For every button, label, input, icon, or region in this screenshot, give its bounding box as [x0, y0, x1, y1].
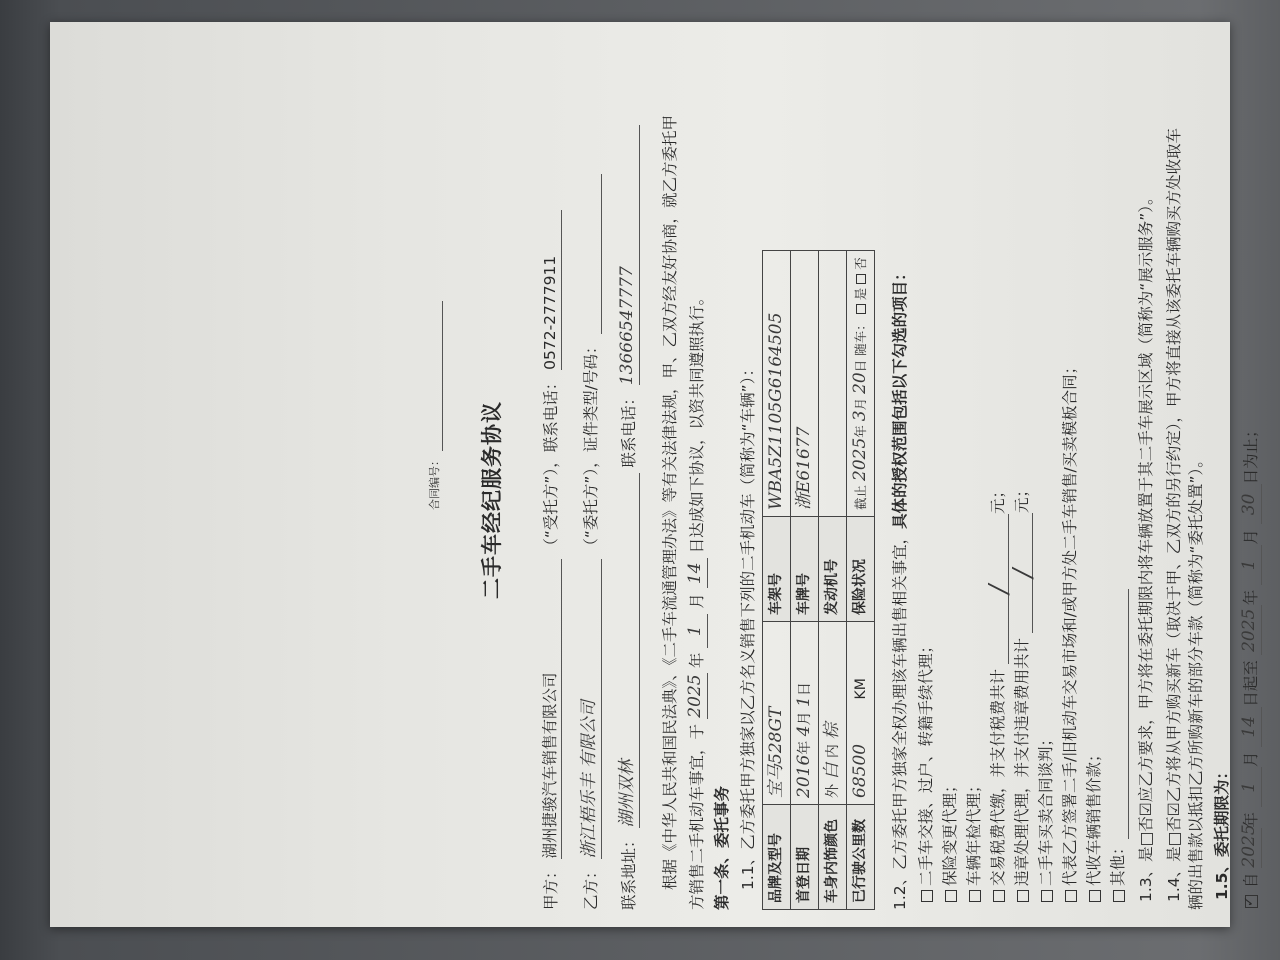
party-b-name: 浙江梧乐丰 有限公司 — [578, 559, 602, 859]
unit-year: 年 — [1242, 589, 1261, 606]
table-cell: 已行驶公里数 — [846, 805, 874, 910]
clause-1-3: 1.3、是□否☑应乙方要求，甲方将在委托期限内将车辆放置于其二手车展示区域（简称为“展示服务”）。 — [1137, 189, 1155, 902]
table-cell: 保险状况 — [846, 517, 874, 622]
paper-sheet — [50, 22, 1261, 927]
clause-1-4-line-2: 辆的出售款以抵扣乙方所购新车的部分车款（简称为“委托处置”）。 — [1187, 452, 1205, 910]
party-b-role: （“委托方”），证件类型/号码： — [582, 338, 601, 554]
vin-value: WBA5Z1105G6164505 — [763, 251, 791, 517]
yes-label: 是 — [852, 287, 868, 301]
table-cell: 品牌及型号 — [763, 805, 791, 910]
sign-month: 1 — [684, 614, 708, 648]
brand-model-value: 宝马528GT — [763, 622, 791, 805]
option-label: 代收车辆销售价款； — [1085, 746, 1103, 886]
term-start-day: 14 — [1238, 707, 1262, 747]
party-b-phone: 13666547777 — [616, 125, 640, 385]
sign-day: 14 — [684, 558, 708, 588]
preamble-text: 方销售二手机动车事宜，于 — [688, 723, 707, 910]
exterior-color: 白 — [821, 762, 842, 780]
phone-label: 联系电话： — [620, 390, 639, 468]
unit-month: 月 — [1242, 529, 1261, 545]
table-cell: 发动机号 — [818, 517, 846, 622]
reg-year: 2016 — [793, 754, 814, 798]
clause-1-2-text: 1.2、乙方委托甲方独家全权办理该车辆出售相关事宜， — [891, 528, 909, 910]
unit-day: 日 — [796, 682, 813, 697]
unit-year: 年 — [852, 425, 868, 438]
address-label: 联系地址： — [620, 832, 639, 910]
option-label: 其他： — [1109, 839, 1127, 886]
option-label: 保险变更代理； — [941, 777, 959, 886]
table-cell: 车身内饰颜色 — [818, 805, 846, 910]
unit-month: 月 — [852, 397, 868, 411]
party-a-label: 甲方： — [542, 863, 560, 910]
table-cell: 车架号 — [763, 517, 791, 622]
contract-page-continued — [160, 90, 1261, 910]
ins-year: 2025 — [849, 437, 870, 481]
plate-value: 浙E61677 — [790, 251, 818, 517]
violation-fee-value: / — [1014, 513, 1033, 633]
term-from: 自 — [1242, 872, 1261, 889]
table-cell: 车牌号 — [790, 517, 818, 622]
option-label: 交易税费代缴，并支付税费共计 — [989, 668, 1007, 886]
table-cell: 首登日期 — [790, 805, 818, 910]
contract-number-label: 合同编号： — [428, 455, 441, 510]
with-car-label: 随车： — [852, 318, 868, 356]
unit-year: 年 — [796, 740, 813, 755]
clause-1-1: 1.1、乙方委托甲方独家以乙方名义销售下列的二手机动车（简称为“车辆”）： — [739, 361, 757, 890]
yuan-unit: 元； — [1013, 482, 1031, 514]
term-checkbox-checked[interactable] — [1245, 895, 1258, 908]
reg-month: 4 — [793, 725, 814, 737]
option-label: 代表乙方签署二手/旧机动车交易市场和/或甲方处二手车销售/买卖模板合同； — [1061, 358, 1079, 886]
party-a-role: （“受托方”），联系电话： — [542, 374, 560, 554]
option-label: 违章处理代理，并支付违章费用共计 — [1013, 637, 1031, 886]
reg-day: 1 — [793, 696, 814, 707]
ins-month: 3 — [849, 410, 870, 422]
term-start-month: 1 — [1238, 767, 1262, 807]
preamble-month-unit: 月 — [688, 593, 707, 609]
address-value: 湖州双林 — [616, 473, 640, 828]
party-b-label: 乙方： — [582, 863, 601, 910]
party-a-name: 湖州捷骏汽车销售有限公司 — [540, 559, 562, 859]
mileage-value: 68500 — [849, 743, 870, 798]
mileage-unit: KM — [852, 678, 869, 700]
option-label: 二手车交接、过户、转籍手续代理； — [917, 637, 935, 886]
term-end-day: 30 — [1238, 484, 1262, 524]
exterior-label: 外 — [824, 784, 841, 798]
no-label: 否 — [852, 257, 868, 270]
preamble-tail: 日达成如下协议，以资共同遵照执行。 — [688, 289, 707, 554]
interior-color: 棕 — [821, 722, 842, 740]
preamble-line-1: 根据《中华人民共和国民法典》、《二手车流通管理办法》等有关法律法规，甲、乙双方经友好协商，就乙方委托甲 — [661, 114, 679, 890]
yuan-unit: 元； — [989, 483, 1007, 515]
term-end-month: 1 — [1238, 545, 1262, 585]
term-end-text: 日为止； — [1242, 422, 1261, 485]
unit-year: 年 — [1242, 812, 1261, 828]
clause-1-5: 1.5、委托期限为： — [1213, 764, 1231, 900]
sign-year: 2025 — [684, 673, 708, 719]
option-label: 车辆年检代理； — [965, 777, 983, 886]
term-start-year: 2025 — [1238, 828, 1262, 868]
unit-month: 月 — [1242, 751, 1261, 768]
term-until: 日起至 — [1242, 660, 1261, 707]
term-option-1 — [1238, 422, 1262, 910]
option-label: 二手车买卖合同谈判； — [1037, 730, 1055, 886]
interior-label: 内 — [824, 744, 841, 759]
insurance-until-label: 截止 — [852, 484, 868, 510]
clause-1-2-bold: 具体的授权范围包括以下勾选的项目： — [891, 265, 909, 529]
tax-fee-value: / — [990, 514, 1009, 664]
preamble-year-unit: 年 — [688, 652, 707, 669]
unit-day: 日 — [852, 359, 868, 373]
article-1-heading: 第一条、委托事务 — [713, 785, 731, 910]
term-end-year: 2025 — [1238, 605, 1262, 655]
page-title: 二手车经纪服务协议 — [480, 401, 504, 599]
clause-1-4-line-1: 1.4、是□否☑乙方将从甲方购买新车（取决于甲、乙双方的另行约定），甲方将直接从该委托车辆购买方处收取车 — [1165, 128, 1183, 902]
ins-day: 20 — [849, 372, 870, 394]
party-a-phone: 0572-2777911 — [540, 210, 562, 370]
unit-month: 月 — [796, 711, 813, 726]
